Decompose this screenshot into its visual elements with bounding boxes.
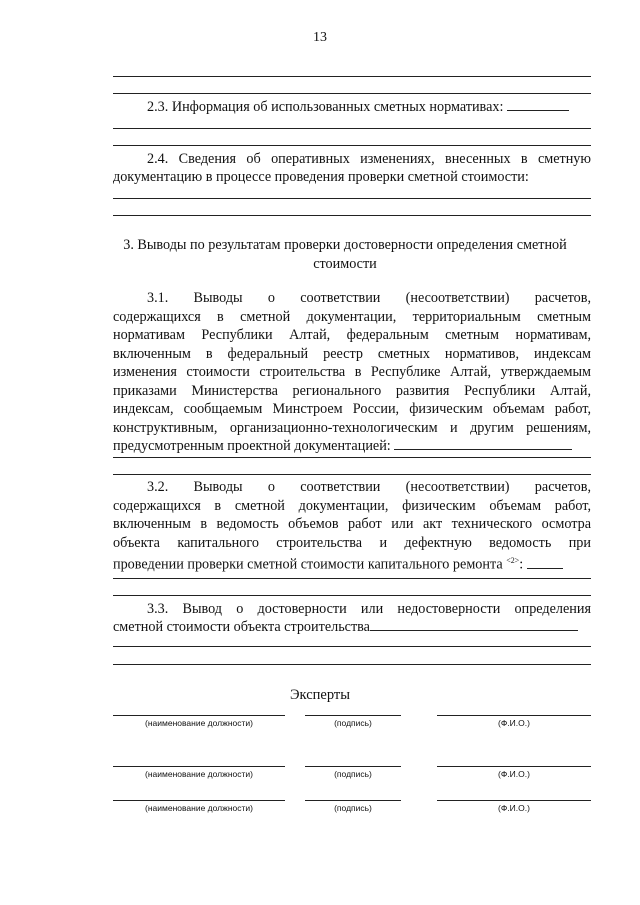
- s3-1-line: нормативам Республики Алтай, федеральным сметным нормативам,: [113, 327, 591, 343]
- fill-line: [394, 437, 572, 450]
- blank-line: [113, 578, 591, 579]
- page-number: 13: [313, 30, 327, 45]
- s3-1-line: приказами Министерства регионального развития Республики Алтай,: [113, 382, 591, 399]
- blank-line: [113, 664, 591, 665]
- blank-line: [113, 198, 591, 199]
- s3-1-line: 3.1. Выводы о соответствии (несоответствии) расчетов,: [147, 290, 591, 306]
- caption-signature: (подпись): [334, 769, 372, 779]
- blank-line: [113, 646, 591, 647]
- s3-1-last-line: [113, 437, 591, 456]
- blank-line: [113, 457, 591, 458]
- s3-3-line2-text: сметной стоимости объекта строительства: [113, 619, 370, 635]
- s3-1-line: конструктивным, организационно-технологическим и другим решениям,: [113, 419, 591, 436]
- caption-position: (наименование должности): [145, 769, 253, 779]
- footnote-ref: <2>: [506, 556, 520, 565]
- signature-line-position: [113, 800, 285, 801]
- fill-line: [370, 618, 578, 631]
- signature-line-name: [437, 800, 591, 801]
- signature-line-position: [113, 715, 285, 716]
- signature-line-name: [437, 715, 591, 716]
- caption-name: (Ф.И.О.): [498, 769, 530, 779]
- s3-2-line: включенным в ведомость объемов работ или акт технического осмотра: [113, 516, 591, 532]
- section-3-3-line1: 3.3. Вывод о достоверности или недостоверности определения: [147, 601, 591, 617]
- section-2-3-text: 2.3. Информация об использованных сметных нормативах:: [147, 99, 504, 115]
- s3-1-last-text: предусмотренным проектной документацией:: [113, 438, 391, 454]
- blank-line: [113, 215, 591, 216]
- section-3-title: [100, 236, 590, 273]
- caption-name: (Ф.И.О.): [498, 718, 530, 728]
- s3-2-line: 3.2. Выводы о соответствии (несоответствии) расчетов,: [147, 479, 591, 495]
- s3-2-last-text: проведении проверки сметной стоимости капитального ремонта: [113, 556, 503, 573]
- caption-signature: (подпись): [334, 718, 372, 728]
- blank-line: [113, 76, 591, 77]
- colon: :: [519, 556, 524, 573]
- section-3-1: [113, 289, 591, 456]
- s3-1-line: содержащихся в сметной документации, территориальным сметным: [113, 308, 591, 325]
- section-3-title-line1: 3. Выводы по результатам проверки достоверности определения сметной: [123, 237, 567, 253]
- s3-2-line: содержащихся в сметной документации, физическим объемам работ,: [113, 497, 591, 514]
- blank-line: [113, 595, 591, 596]
- section-3-2: [113, 478, 591, 574]
- signature-line-name: [437, 766, 591, 767]
- fill-line: [507, 98, 569, 111]
- section-2-4-line1: 2.4. Сведения об оперативных изменениях, внесенных в сметную: [147, 151, 591, 167]
- section-2-3: [147, 98, 569, 117]
- s3-1-line: включенным в федеральный реестр сметных нормативов, индексам: [113, 345, 591, 362]
- blank-line: [113, 128, 591, 129]
- s3-2-line: объекта капитального строительства и дефектную ведомость при: [113, 534, 591, 551]
- blank-line: [113, 474, 591, 475]
- fill-line: [527, 556, 563, 569]
- s3-2-last-line: [113, 552, 591, 574]
- blank-line: [113, 145, 591, 146]
- caption-position: (наименование должности): [145, 718, 253, 728]
- signature-line-position: [113, 766, 285, 767]
- section-3-3-line2: [113, 618, 578, 637]
- caption-name: (Ф.И.О.): [498, 803, 530, 813]
- caption-position: (наименование должности): [145, 803, 253, 813]
- blank-line: [113, 93, 591, 94]
- signature-line-sign: [305, 800, 401, 801]
- experts-title: Эксперты: [289, 687, 351, 703]
- signature-line-sign: [305, 766, 401, 767]
- section-2-4-line2: документацию в процессе проведения проверки сметной стоимости:: [113, 169, 529, 185]
- s3-1-line: индексам, сообщаемым Минстроем России, физическим объемам работ,: [113, 401, 591, 417]
- s3-1-line: изменения стоимости строительства в Республике Алтай, утверждаемым: [113, 364, 591, 380]
- caption-signature: (подпись): [334, 803, 372, 813]
- section-3-title-line2: стоимости: [313, 255, 377, 272]
- signature-line-sign: [305, 715, 401, 716]
